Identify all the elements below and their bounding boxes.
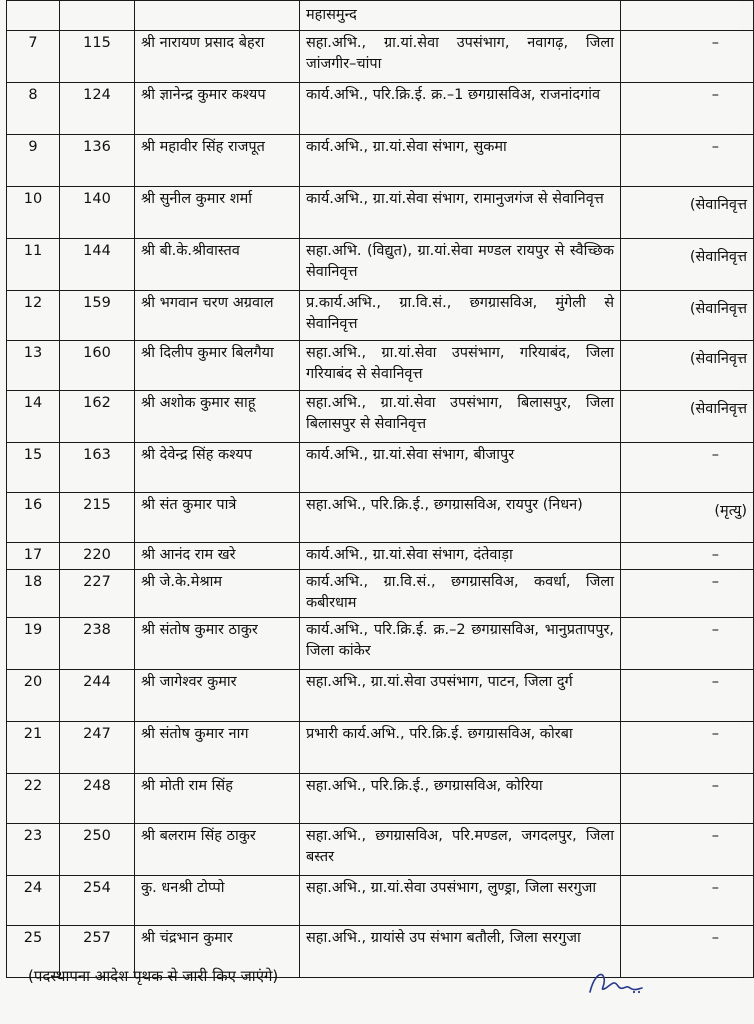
serial-cell: 14 (7, 391, 60, 443)
posting-cell: सहा.अभि., ग्रायांसे उप संभाग बतौली, जिला सरगुजा (300, 926, 621, 978)
table-row (7, 670, 754, 722)
serial-cell: 11 (7, 239, 60, 291)
remark-cell (621, 83, 754, 135)
table-row (7, 31, 754, 83)
name-cell: श्री सुनील कुमार शर्मा (135, 187, 300, 239)
remark-cell (621, 443, 754, 493)
remark-text: – (711, 778, 719, 794)
serial-cell: 13 (7, 341, 60, 391)
serial-cell: 19 (7, 618, 60, 670)
remark-text: (सेवानिवृत्त (689, 301, 747, 317)
serial-cell: 12 (7, 291, 60, 341)
code-cell: 159 (60, 291, 135, 341)
serial-cell: 24 (7, 876, 60, 926)
code-cell: 115 (60, 31, 135, 83)
posting-cell: सहा.अभि., ग्रा.यां.सेवा उपसंभाग, लुण्ड्रा, जिला सरगुजा (300, 876, 621, 926)
remark-cell (621, 187, 754, 239)
posting-cell: सहा.अभि., परि.क्रि.ई., छगग्रासविअ, रायपुर (निधन) (300, 493, 621, 543)
transfer-list-table (6, 0, 754, 978)
remark-cell (621, 570, 754, 618)
table-row (7, 443, 754, 493)
signature-mark (584, 962, 644, 1002)
remark-text: – (711, 35, 719, 51)
code-cell: 124 (60, 83, 135, 135)
serial-cell: 10 (7, 187, 60, 239)
name-cell: श्री नारायण प्रसाद बेहरा (135, 31, 300, 83)
posting-cell: कार्य.अभि., ग्रा.यां.सेवा संभाग, दंतेवाड़ा (300, 543, 621, 570)
code-cell: 160 (60, 341, 135, 391)
remark-text: (सेवानिवृत्त (689, 351, 747, 367)
serial-cell: 23 (7, 824, 60, 876)
table-row (7, 774, 754, 824)
remark-text: – (711, 726, 719, 742)
remark-cell (621, 1, 754, 31)
code-cell: 136 (60, 135, 135, 187)
posting-cell: कार्य.अभि., ग्रा.यां.सेवा संभाग, बीजापुर (300, 443, 621, 493)
remark-text: – (711, 880, 719, 896)
name-cell: श्री संत कुमार पात्रे (135, 493, 300, 543)
code-cell: 220 (60, 543, 135, 570)
serial-cell: 17 (7, 543, 60, 570)
remark-cell (621, 239, 754, 291)
posting-cell: कार्य.अभि., ग्रा.यां.सेवा संभाग, रामानुजगंज से सेवानिवृत्त (300, 187, 621, 239)
name-cell: श्री मोती राम सिंह (135, 774, 300, 824)
name-cell: कु. धनश्री टोप्पो (135, 876, 300, 926)
serial-cell: 22 (7, 774, 60, 824)
remark-cell (621, 618, 754, 670)
remark-cell (621, 670, 754, 722)
serial-cell: 20 (7, 670, 60, 722)
posting-cell: सहा.अभि., ग्रा.यां.सेवा उपसंभाग, नवागढ़, जिला जांजगीर–चांपा (300, 31, 621, 83)
remark-cell (621, 391, 754, 443)
table-row (7, 824, 754, 876)
table-row (7, 618, 754, 670)
remark-text: (मृत्यु) (714, 503, 747, 519)
remark-cell (621, 774, 754, 824)
table-row (7, 341, 754, 391)
table-row-continued (7, 1, 754, 31)
serial-cell: 7 (7, 31, 60, 83)
remark-text: – (711, 674, 719, 690)
name-cell: श्री भगवान चरण अग्रवाल (135, 291, 300, 341)
remark-cell (621, 135, 754, 187)
code-cell (60, 1, 135, 31)
code-cell: 144 (60, 239, 135, 291)
table-row (7, 543, 754, 570)
remark-text: – (711, 87, 719, 103)
posting-cell: महासमुन्द (300, 1, 621, 31)
table-row (7, 493, 754, 543)
code-cell: 254 (60, 876, 135, 926)
serial-cell: 25 (7, 926, 60, 978)
remark-cell (621, 876, 754, 926)
code-cell: 215 (60, 493, 135, 543)
table-row (7, 135, 754, 187)
code-cell: 248 (60, 774, 135, 824)
footer-note: (पदस्थापना आदेश पृथक से जारी किए जाएंगे) (28, 967, 279, 985)
code-cell: 257 (60, 926, 135, 978)
posting-cell: सहा.अभि. (विद्युत), ग्रा.यां.सेवा मण्डल रायपुर से स्वैच्छिक सेवानिवृत्त (300, 239, 621, 291)
table-row (7, 291, 754, 341)
name-cell (135, 1, 300, 31)
remark-cell (621, 824, 754, 876)
serial-cell (7, 1, 60, 31)
remark-cell (621, 291, 754, 341)
posting-cell: कार्य.अभि., परि.क्रि.ई. क्र.–2 छगग्रासविअ, भानुप्रतापपुर, जिला कांकेर (300, 618, 621, 670)
serial-cell: 8 (7, 83, 60, 135)
posting-cell: सहा.अभि., ग्रा.यां.सेवा उपसंभाग, पाटन, जिला दुर्ग (300, 670, 621, 722)
table-row (7, 391, 754, 443)
serial-cell: 21 (7, 722, 60, 774)
table-row (7, 83, 754, 135)
remark-text: – (711, 139, 719, 155)
table-row (7, 239, 754, 291)
name-cell: श्री दिलीप कुमार बिलगैया (135, 341, 300, 391)
code-cell: 140 (60, 187, 135, 239)
remark-text: – (711, 828, 719, 844)
posting-cell: सहा.अभि., ग्रा.यां.सेवा उपसंभाग, गरियाबंद, जिला गरियाबंद से सेवानिवृत्त (300, 341, 621, 391)
serial-cell: 9 (7, 135, 60, 187)
name-cell: श्री बलराम सिंह ठाकुर (135, 824, 300, 876)
posting-cell: प्र.कार्य.अभि., ग्रा.वि.सं., छगग्रासविअ, मुंगेली से सेवानिवृत्त (300, 291, 621, 341)
code-cell: 244 (60, 670, 135, 722)
code-cell: 250 (60, 824, 135, 876)
table-row (7, 187, 754, 239)
name-cell: श्री चंद्रभान कुमार (135, 926, 300, 978)
remark-cell (621, 341, 754, 391)
remark-text: (सेवानिवृत्त (689, 249, 747, 265)
posting-cell: कार्य.अभि., ग्रा.वि.सं., छगग्रासविअ, कवर्धा, जिला कबीरधाम (300, 570, 621, 618)
remark-text: – (711, 447, 719, 463)
name-cell: श्री संतोष कुमार ठाकुर (135, 618, 300, 670)
code-cell: 247 (60, 722, 135, 774)
remark-cell (621, 722, 754, 774)
remark-text: – (711, 930, 719, 946)
code-cell: 162 (60, 391, 135, 443)
name-cell: श्री अशोक कुमार साहू (135, 391, 300, 443)
name-cell: श्री आनंद राम खरे (135, 543, 300, 570)
table-row (7, 570, 754, 618)
table-row (7, 722, 754, 774)
posting-cell: कार्य.अभि., परि.क्रि.ई. क्र.–1 छगग्रासविअ, राजनांदगांव (300, 83, 621, 135)
name-cell: श्री देवेन्द्र सिंह कश्यप (135, 443, 300, 493)
code-cell: 238 (60, 618, 135, 670)
name-cell: श्री महावीर सिंह राजपूत (135, 135, 300, 187)
serial-cell: 15 (7, 443, 60, 493)
remark-text: (सेवानिवृत्त (689, 197, 747, 213)
remark-cell (621, 493, 754, 543)
table-row (7, 876, 754, 926)
serial-cell: 18 (7, 570, 60, 618)
name-cell: श्री संतोष कुमार नाग (135, 722, 300, 774)
name-cell: श्री बी.के.श्रीवास्तव (135, 239, 300, 291)
code-cell: 227 (60, 570, 135, 618)
remark-text: – (711, 547, 719, 563)
remark-text: – (711, 574, 719, 590)
posting-cell: सहा.अभि., छगग्रासविअ, परि.मण्डल, जगदलपुर, जिला बस्तर (300, 824, 621, 876)
posting-cell: सहा.अभि., परि.क्रि.ई., छगग्रासविअ, कोरिया (300, 774, 621, 824)
posting-cell: कार्य.अभि., ग्रा.यां.सेवा संभाग, सुकमा (300, 135, 621, 187)
remark-cell (621, 31, 754, 83)
name-cell: श्री ज्ञानेन्द्र कुमार कश्यप (135, 83, 300, 135)
name-cell: श्री जे.के.मेश्राम (135, 570, 300, 618)
name-cell: श्री जागेश्वर कुमार (135, 670, 300, 722)
posting-cell: सहा.अभि., ग्रा.यां.सेवा उपसंभाग, बिलासपुर, जिला बिलासपुर से सेवानिवृत्त (300, 391, 621, 443)
code-cell: 163 (60, 443, 135, 493)
remark-text: – (711, 622, 719, 638)
remark-cell (621, 543, 754, 570)
posting-cell: प्रभारी कार्य.अभि., परि.क्रि.ई. छगग्रासविअ, कोरबा (300, 722, 621, 774)
serial-cell: 16 (7, 493, 60, 543)
remark-text: (सेवानिवृत्त (689, 401, 747, 417)
